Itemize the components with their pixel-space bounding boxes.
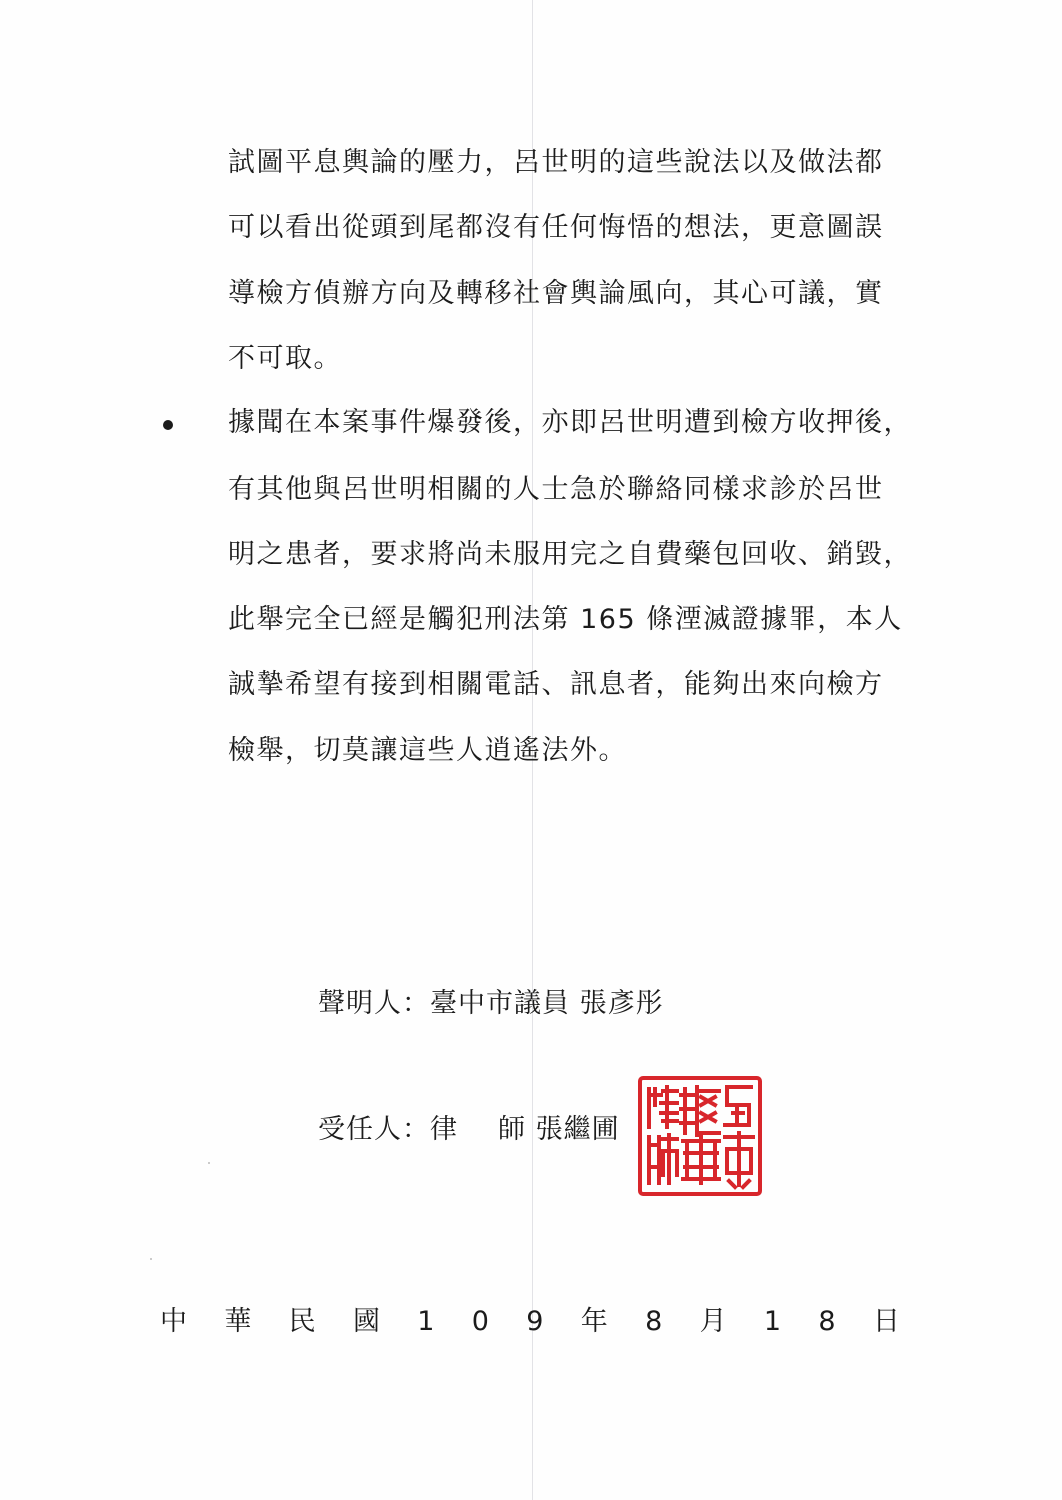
agent-label: 受任人： xyxy=(318,1114,430,1145)
date-char: 1 xyxy=(763,1306,782,1337)
body-line: 導檢方偵辦方向及轉移社會輿論風向，其心可議，實 xyxy=(228,278,884,309)
body-line: 據聞在本案事件爆發後，亦即呂世明遭到檢方收押後， xyxy=(228,407,912,438)
body-line: 誠摯希望有接到相關電話、訊息者，能夠出來向檢方 xyxy=(228,669,884,700)
declarant-value: 臺中市議員 張彥彤 xyxy=(430,988,664,1019)
body-line: 有其他與呂世明相關的人士急於聯絡同樣求診於呂世 xyxy=(228,474,884,505)
date-char: 日 xyxy=(872,1306,900,1337)
agent-name: 張繼圃 xyxy=(535,1114,620,1145)
agent-line xyxy=(318,1112,620,1148)
agent-title-char: 師 xyxy=(498,1114,526,1145)
date-char: 年 xyxy=(580,1306,608,1337)
date-char: 月 xyxy=(699,1306,727,1337)
declarant-label: 聲明人： xyxy=(318,988,430,1019)
date-char: 民 xyxy=(288,1306,316,1337)
body-line: 不可取。 xyxy=(228,343,342,374)
body-line: 試圖平息輿論的壓力，呂世明的這些說法以及做法都 xyxy=(228,147,884,178)
date-char: 國 xyxy=(352,1306,380,1337)
body-line: 檢舉，切莫讓這些人逍遙法外。 xyxy=(228,735,627,766)
date-char: 中 xyxy=(160,1306,187,1337)
body-line: 明之患者，要求將尚未服用完之自費藥包回收、銷毀， xyxy=(228,539,912,570)
date-char: 華 xyxy=(224,1306,252,1337)
date-char: 9 xyxy=(526,1306,544,1337)
scan-speck xyxy=(150,1258,152,1260)
agent-title-char: 律 xyxy=(430,1114,458,1145)
lawyer-seal-icon xyxy=(637,1075,763,1197)
declarant-line xyxy=(318,986,664,1022)
body-line: 可以看出從頭到尾都沒有任何悔悟的想法，更意圖誤 xyxy=(228,212,884,243)
date-char: 8 xyxy=(818,1306,836,1337)
date-char: 8 xyxy=(645,1306,663,1337)
body-line: 此舉完全已經是觸犯刑法第 165 條湮滅證據罪，本人 xyxy=(228,604,903,635)
scan-speck xyxy=(208,1162,210,1164)
date-char: 1 xyxy=(417,1306,435,1337)
document-date xyxy=(160,1304,900,1344)
bullet-icon xyxy=(163,420,173,430)
date-char: 0 xyxy=(471,1306,489,1337)
